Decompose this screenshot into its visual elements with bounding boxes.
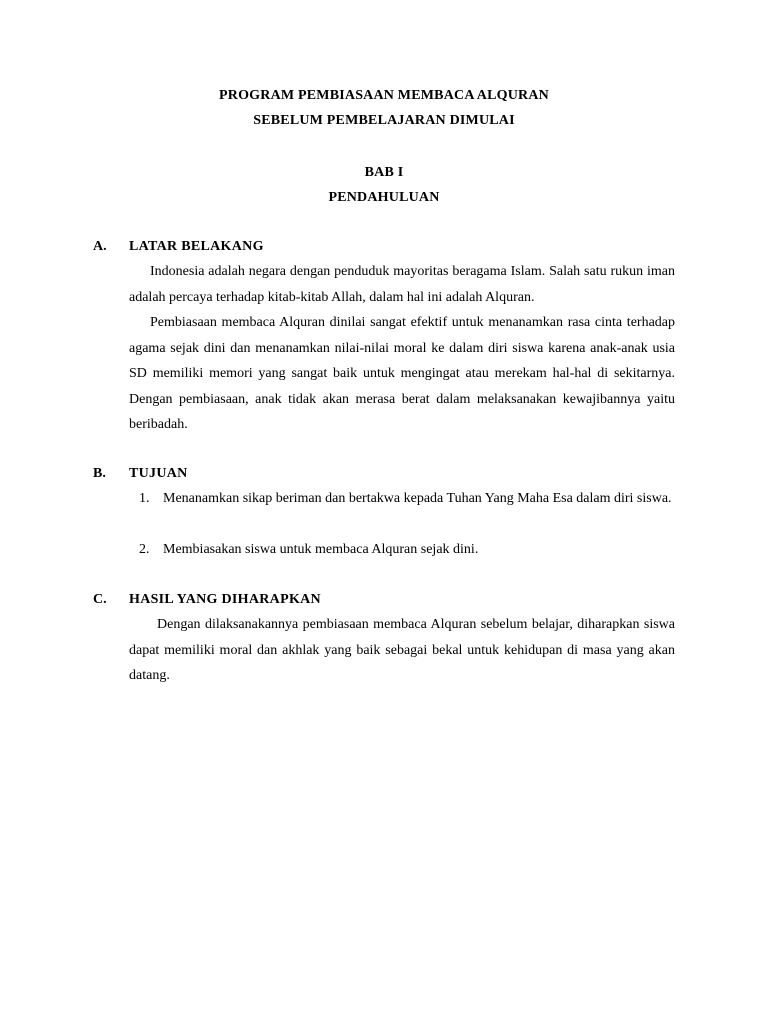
section-c-letter: C. bbox=[93, 592, 107, 607]
chapter-title: PENDAHULUAN bbox=[328, 190, 440, 205]
list-item-text: Menanamkan sikap beriman dan bertakwa kepada Tuhan Yang Maha Esa dalam diri siswa. bbox=[163, 491, 672, 506]
section-b-heading: TUJUAN bbox=[129, 466, 188, 481]
section-c-paragraph: Dengan dilaksanakannya pembiasaan membaca Alquran sebelum belajar, diharapkan siswa dapat memiliki moral dan akhlak yang baik sebagai bekal untuk kehidupan di masa yang akan datang. bbox=[129, 617, 675, 683]
section-a-heading: LATAR BELAKANG bbox=[129, 239, 264, 254]
section-c-heading: HASIL YANG DIHARAPKAN bbox=[129, 592, 321, 607]
list-item bbox=[139, 537, 675, 563]
document-title-line1: PROGRAM PEMBIASAAN MEMBACA ALQURAN bbox=[219, 88, 549, 103]
section-b-letter: B. bbox=[93, 466, 106, 481]
section-a-paragraph-2: Pembiasaan membaca Alquran dinilai sangat efektif untuk menanamkan rasa cinta terhadap agama sejak dini dan menanamkan nilai-nilai moral ke dalam diri siswa karena anak-anak usia SD memiliki memori yang sangat baik untuk mengingat atau merekam hal-hal di sekitarnya. Dengan pembiasaan, anak tidak akan merasa berat dalam melaksanakan kewajibannya yaitu beribadah. bbox=[129, 315, 675, 432]
section-a-paragraph-1: Indonesia adalah negara dengan penduduk mayoritas beragama Islam. Salah satu rukun iman adalah percaya terhadap kitab-kitab Allah, dalam hal ini adalah Alquran. bbox=[129, 264, 675, 305]
list-item bbox=[139, 486, 675, 512]
list-item-number: 2. bbox=[139, 542, 150, 557]
list-item-number: 1. bbox=[139, 491, 150, 506]
list-item-text: Membiasakan siswa untuk membaca Alquran sejak dini. bbox=[163, 542, 479, 557]
section-a-letter: A. bbox=[93, 239, 107, 254]
chapter-number: BAB I bbox=[364, 165, 404, 180]
document-title-line2: SEBELUM PEMBELAJARAN DIMULAI bbox=[253, 113, 515, 128]
